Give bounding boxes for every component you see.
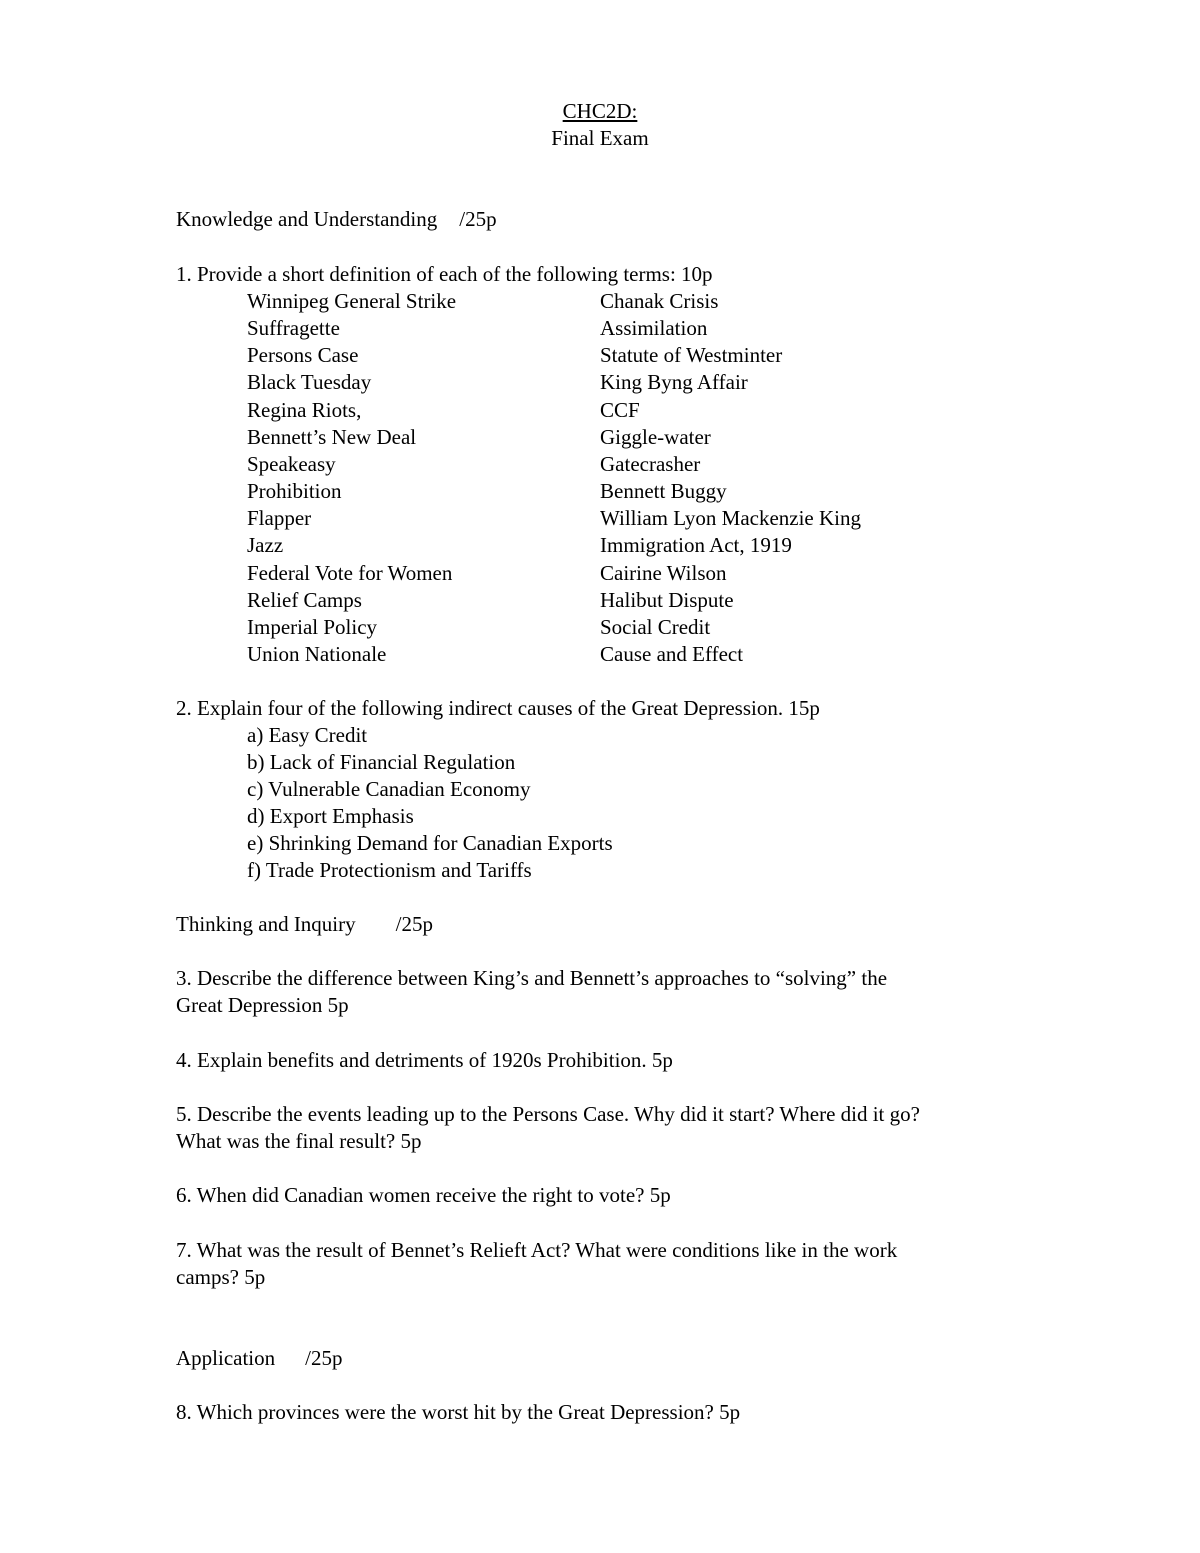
- section-application-label: Application: [176, 1346, 276, 1370]
- question-2-option: f) Trade Protectionism and Tariffs: [247, 858, 532, 882]
- term-left: Flapper: [247, 506, 312, 530]
- term-right: King Byng Affair: [600, 370, 748, 394]
- section-application: [176, 1345, 343, 1372]
- question-3-line-2: Great Depression 5p: [176, 993, 349, 1017]
- question-8: 8. Which provinces were the worst hit by the Great Depression? 5p: [176, 1400, 741, 1424]
- term-right: Giggle-water: [600, 425, 711, 449]
- course-code: CHC2D:: [562, 99, 638, 123]
- term-left: Prohibition: [247, 479, 342, 503]
- question-7-line-2: camps? 5p: [176, 1265, 266, 1289]
- question-5-line-2: What was the final result? 5p: [176, 1129, 422, 1153]
- term-left: Regina Riots,: [247, 398, 362, 422]
- section-knowledge: [176, 206, 497, 233]
- term-right: Chanak Crisis: [600, 289, 719, 313]
- section-thinking-marks: /25p: [395, 912, 433, 936]
- term-left: Winnipeg General Strike: [247, 289, 457, 313]
- question-2-option: d) Export Emphasis: [247, 804, 414, 828]
- question-3-line-1: 3. Describe the difference between King’s and Bennett’s approaches to “solving” the: [176, 966, 888, 990]
- question-1-prompt: 1. Provide a short definition of each of the following terms: 10p: [176, 262, 713, 286]
- term-left: Imperial Policy: [247, 615, 378, 639]
- question-2-prompt: 2. Explain four of the following indirect causes of the Great Depression. 15p: [176, 696, 820, 720]
- term-left: Black Tuesday: [247, 370, 372, 394]
- question-4: 4. Explain benefits and detriments of 1920s Prohibition. 5p: [176, 1048, 673, 1072]
- question-2-option: a) Easy Credit: [247, 723, 368, 747]
- question-5-line-1: 5. Describe the events leading up to the Persons Case. Why did it start? Where did it go?: [176, 1102, 920, 1126]
- term-left: Union Nationale: [247, 642, 387, 666]
- question-6: 6. When did Canadian women receive the right to vote? 5p: [176, 1183, 671, 1207]
- term-left: Suffragette: [247, 316, 340, 340]
- section-knowledge-marks: /25p: [459, 207, 497, 231]
- term-right: Halibut Dispute: [600, 588, 734, 612]
- term-left: Bennett’s New Deal: [247, 425, 417, 449]
- section-knowledge-label: Knowledge and Understanding: [176, 207, 438, 231]
- term-left: Jazz: [247, 533, 284, 557]
- term-right: Cairine Wilson: [600, 561, 727, 585]
- question-2-option: e) Shrinking Demand for Canadian Exports: [247, 831, 613, 855]
- term-left: Persons Case: [247, 343, 359, 367]
- term-right: William Lyon Mackenzie King: [600, 506, 862, 530]
- question-2-option: b) Lack of Financial Regulation: [247, 750, 516, 774]
- term-right: CCF: [600, 398, 640, 422]
- term-right: Assimilation: [600, 316, 708, 340]
- term-right: Statute of Westminter: [600, 343, 783, 367]
- term-right: Social Credit: [600, 615, 711, 639]
- term-right: Gatecrasher: [600, 452, 701, 476]
- question-7-line-1: 7. What was the result of Bennet’s Relieft Act? What were conditions like in the work: [176, 1238, 898, 1262]
- term-left: Relief Camps: [247, 588, 362, 612]
- term-right: Cause and Effect: [600, 642, 744, 666]
- term-left: Federal Vote for Women: [247, 561, 453, 585]
- question-2-option: c) Vulnerable Canadian Economy: [247, 777, 531, 801]
- term-right: Bennett Buggy: [600, 479, 727, 503]
- section-thinking-label: Thinking and Inquiry: [176, 912, 356, 936]
- section-thinking: [176, 911, 433, 938]
- term-left: Speakeasy: [247, 452, 336, 476]
- term-right: Immigration Act, 1919: [600, 533, 792, 557]
- exam-title: Final Exam: [551, 126, 649, 150]
- section-application-marks: /25p: [305, 1346, 343, 1370]
